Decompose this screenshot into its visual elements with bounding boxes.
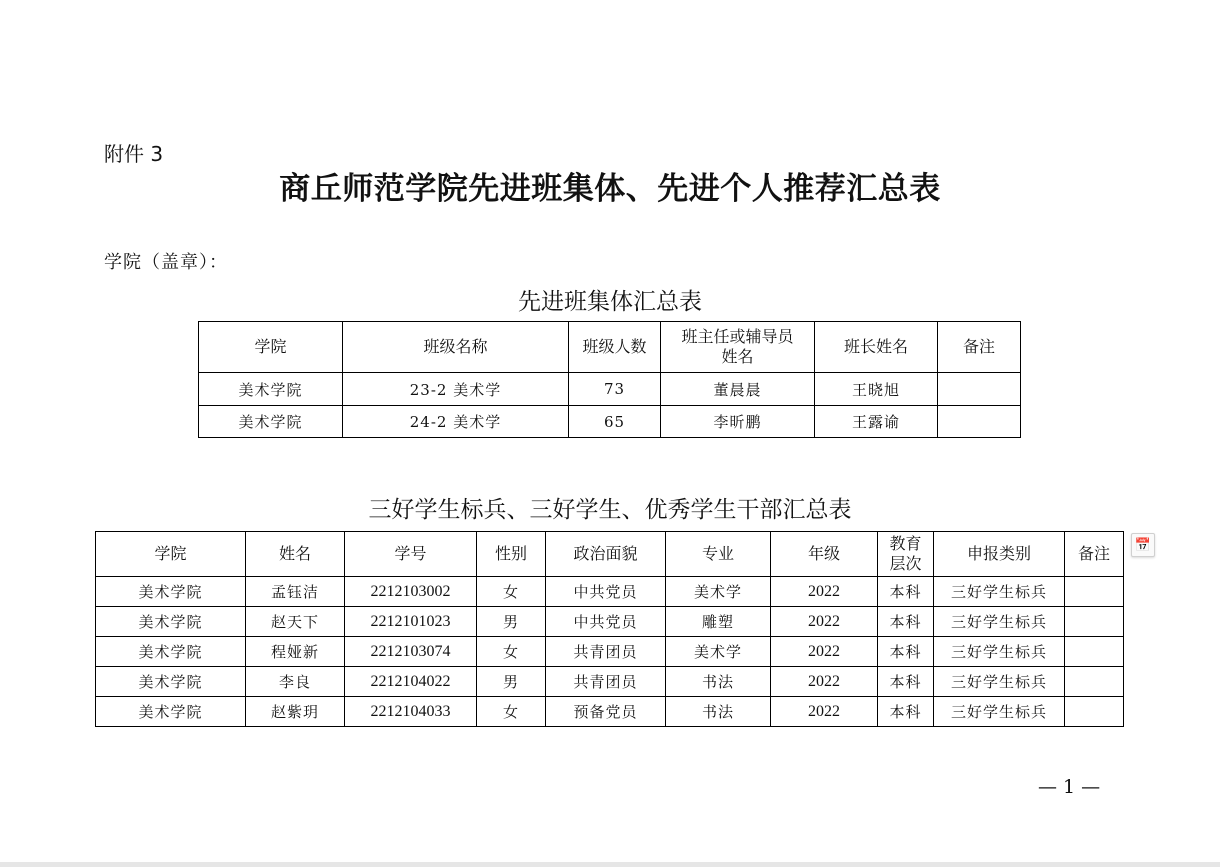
cell-advisor-name: 李昕鹏 (661, 406, 815, 438)
cell-monitor-name: 王露谕 (815, 406, 938, 438)
header-college: 学院 (199, 322, 343, 373)
cell-political-status: 共青团员 (546, 667, 666, 697)
cell-monitor-name: 王晓旭 (815, 373, 938, 406)
header-class-size: 班级人数 (569, 322, 661, 373)
page-title: 商丘师范学院先进班集体、先进个人推荐汇总表 (279, 171, 941, 207)
header-remarks: 备注 (1065, 532, 1124, 577)
cell-college: 美术学院 (199, 373, 343, 406)
table-row (199, 373, 1021, 406)
cell-political-status: 预备党员 (546, 697, 666, 727)
header-award-category: 申报类别 (934, 532, 1065, 577)
header-gender: 性别 (477, 532, 546, 577)
cell-class-size: 73 (569, 373, 661, 406)
bottom-border (0, 862, 1220, 867)
cell-gender: 女 (477, 697, 546, 727)
header-major: 专业 (666, 532, 771, 577)
table-row (96, 577, 1124, 607)
cell-grade: 2022 (771, 577, 878, 607)
table-row (96, 637, 1124, 667)
cell-remarks (938, 406, 1021, 438)
cell-remarks (1065, 607, 1124, 637)
cell-college: 美术学院 (96, 667, 246, 697)
student-table-title: 三好学生标兵、三好学生、优秀学生干部汇总表 (368, 497, 852, 523)
cell-education-level: 本科 (878, 607, 934, 637)
class-table-title: 先进班集体汇总表 (518, 289, 702, 315)
student-summary-table (95, 531, 1124, 727)
cell-award-category: 三好学生标兵 (934, 637, 1065, 667)
cell-student-id: 2212104033 (345, 697, 477, 727)
cell-major: 雕塑 (666, 607, 771, 637)
header-political-status: 政治面貌 (546, 532, 666, 577)
cell-major: 书法 (666, 697, 771, 727)
cell-class-name: 23-2 美术学 (343, 373, 569, 406)
header-college: 学院 (96, 532, 246, 577)
cell-award-category: 三好学生标兵 (934, 697, 1065, 727)
cell-major: 美术学 (666, 577, 771, 607)
cell-education-level: 本科 (878, 577, 934, 607)
cell-college: 美术学院 (96, 637, 246, 667)
cell-gender: 男 (477, 607, 546, 637)
cell-political-status: 共青团员 (546, 637, 666, 667)
cell-name: 赵天下 (246, 607, 345, 637)
cell-name: 孟钰洁 (246, 577, 345, 607)
cell-award-category: 三好学生标兵 (934, 577, 1065, 607)
cell-college: 美术学院 (96, 607, 246, 637)
cell-remarks (938, 373, 1021, 406)
cell-major: 美术学 (666, 637, 771, 667)
cell-political-status: 中共党员 (546, 607, 666, 637)
cell-education-level: 本科 (878, 697, 934, 727)
cell-student-id: 2212101023 (345, 607, 477, 637)
table-row (96, 607, 1124, 637)
cell-class-name: 24-2 美术学 (343, 406, 569, 438)
cell-gender: 女 (477, 637, 546, 667)
header-student-id: 学号 (345, 532, 477, 577)
cell-major: 书法 (666, 667, 771, 697)
cell-gender: 男 (477, 667, 546, 697)
header-monitor-name: 班长姓名 (815, 322, 938, 373)
cell-name: 程娅新 (246, 637, 345, 667)
cell-student-id: 2212104022 (345, 667, 477, 697)
college-seal-label: 学院（盖章）： (104, 252, 228, 273)
cell-name: 赵紫玥 (246, 697, 345, 727)
cell-education-level: 本科 (878, 637, 934, 667)
cell-college: 美术学院 (199, 406, 343, 438)
header-advisor-name: 班主任或辅导员姓名 (661, 322, 815, 373)
cell-award-category: 三好学生标兵 (934, 607, 1065, 637)
cell-college: 美术学院 (96, 697, 246, 727)
cell-grade: 2022 (771, 667, 878, 697)
cell-name: 李良 (246, 667, 345, 697)
cell-grade: 2022 (771, 697, 878, 727)
cell-advisor-name: 董晨晨 (661, 373, 815, 406)
table-row (199, 406, 1021, 438)
cell-remarks (1065, 637, 1124, 667)
cell-remarks (1065, 667, 1124, 697)
header-education-level: 教育层次 (878, 532, 934, 577)
header-grade: 年级 (771, 532, 878, 577)
table-row (96, 667, 1124, 697)
header-name: 姓名 (246, 532, 345, 577)
cell-student-id: 2212103002 (345, 577, 477, 607)
page-number: — 1 — (1038, 776, 1101, 798)
cell-grade: 2022 (771, 637, 878, 667)
cell-remarks (1065, 697, 1124, 727)
cell-class-size: 65 (569, 406, 661, 438)
cell-gender: 女 (477, 577, 546, 607)
cell-political-status: 中共党员 (546, 577, 666, 607)
class-summary-table (198, 321, 1021, 438)
cell-grade: 2022 (771, 607, 878, 637)
cell-student-id: 2212103074 (345, 637, 477, 667)
cell-award-category: 三好学生标兵 (934, 667, 1065, 697)
cell-remarks (1065, 577, 1124, 607)
cell-college: 美术学院 (96, 577, 246, 607)
table-icon[interactable]: 📅 (1131, 533, 1155, 557)
header-class-name: 班级名称 (343, 322, 569, 373)
cell-education-level: 本科 (878, 667, 934, 697)
table-row (96, 697, 1124, 727)
attachment-label: 附件 3 (104, 142, 164, 166)
header-remarks: 备注 (938, 322, 1021, 373)
